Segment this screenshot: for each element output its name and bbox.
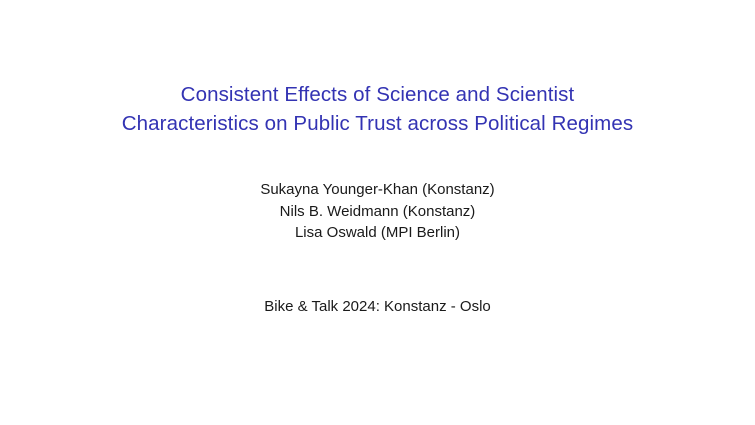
event-title: Bike & Talk 2024: Konstanz - Oslo (264, 298, 491, 315)
author-1: Sukayna Younger-Khan (Konstanz) (260, 181, 495, 198)
slide-title (0, 80, 755, 138)
author-2: Nils B. Weidmann (Konstanz) (279, 202, 476, 220)
slide-title-line-1: Consistent Effects of Science and Scientist (180, 83, 575, 106)
author-3: Lisa Oswald (MPI Berlin) (294, 224, 461, 241)
author-block (0, 179, 755, 244)
slide-title-line-2: Characteristics on Public Trust across Political Regimes (121, 112, 634, 135)
